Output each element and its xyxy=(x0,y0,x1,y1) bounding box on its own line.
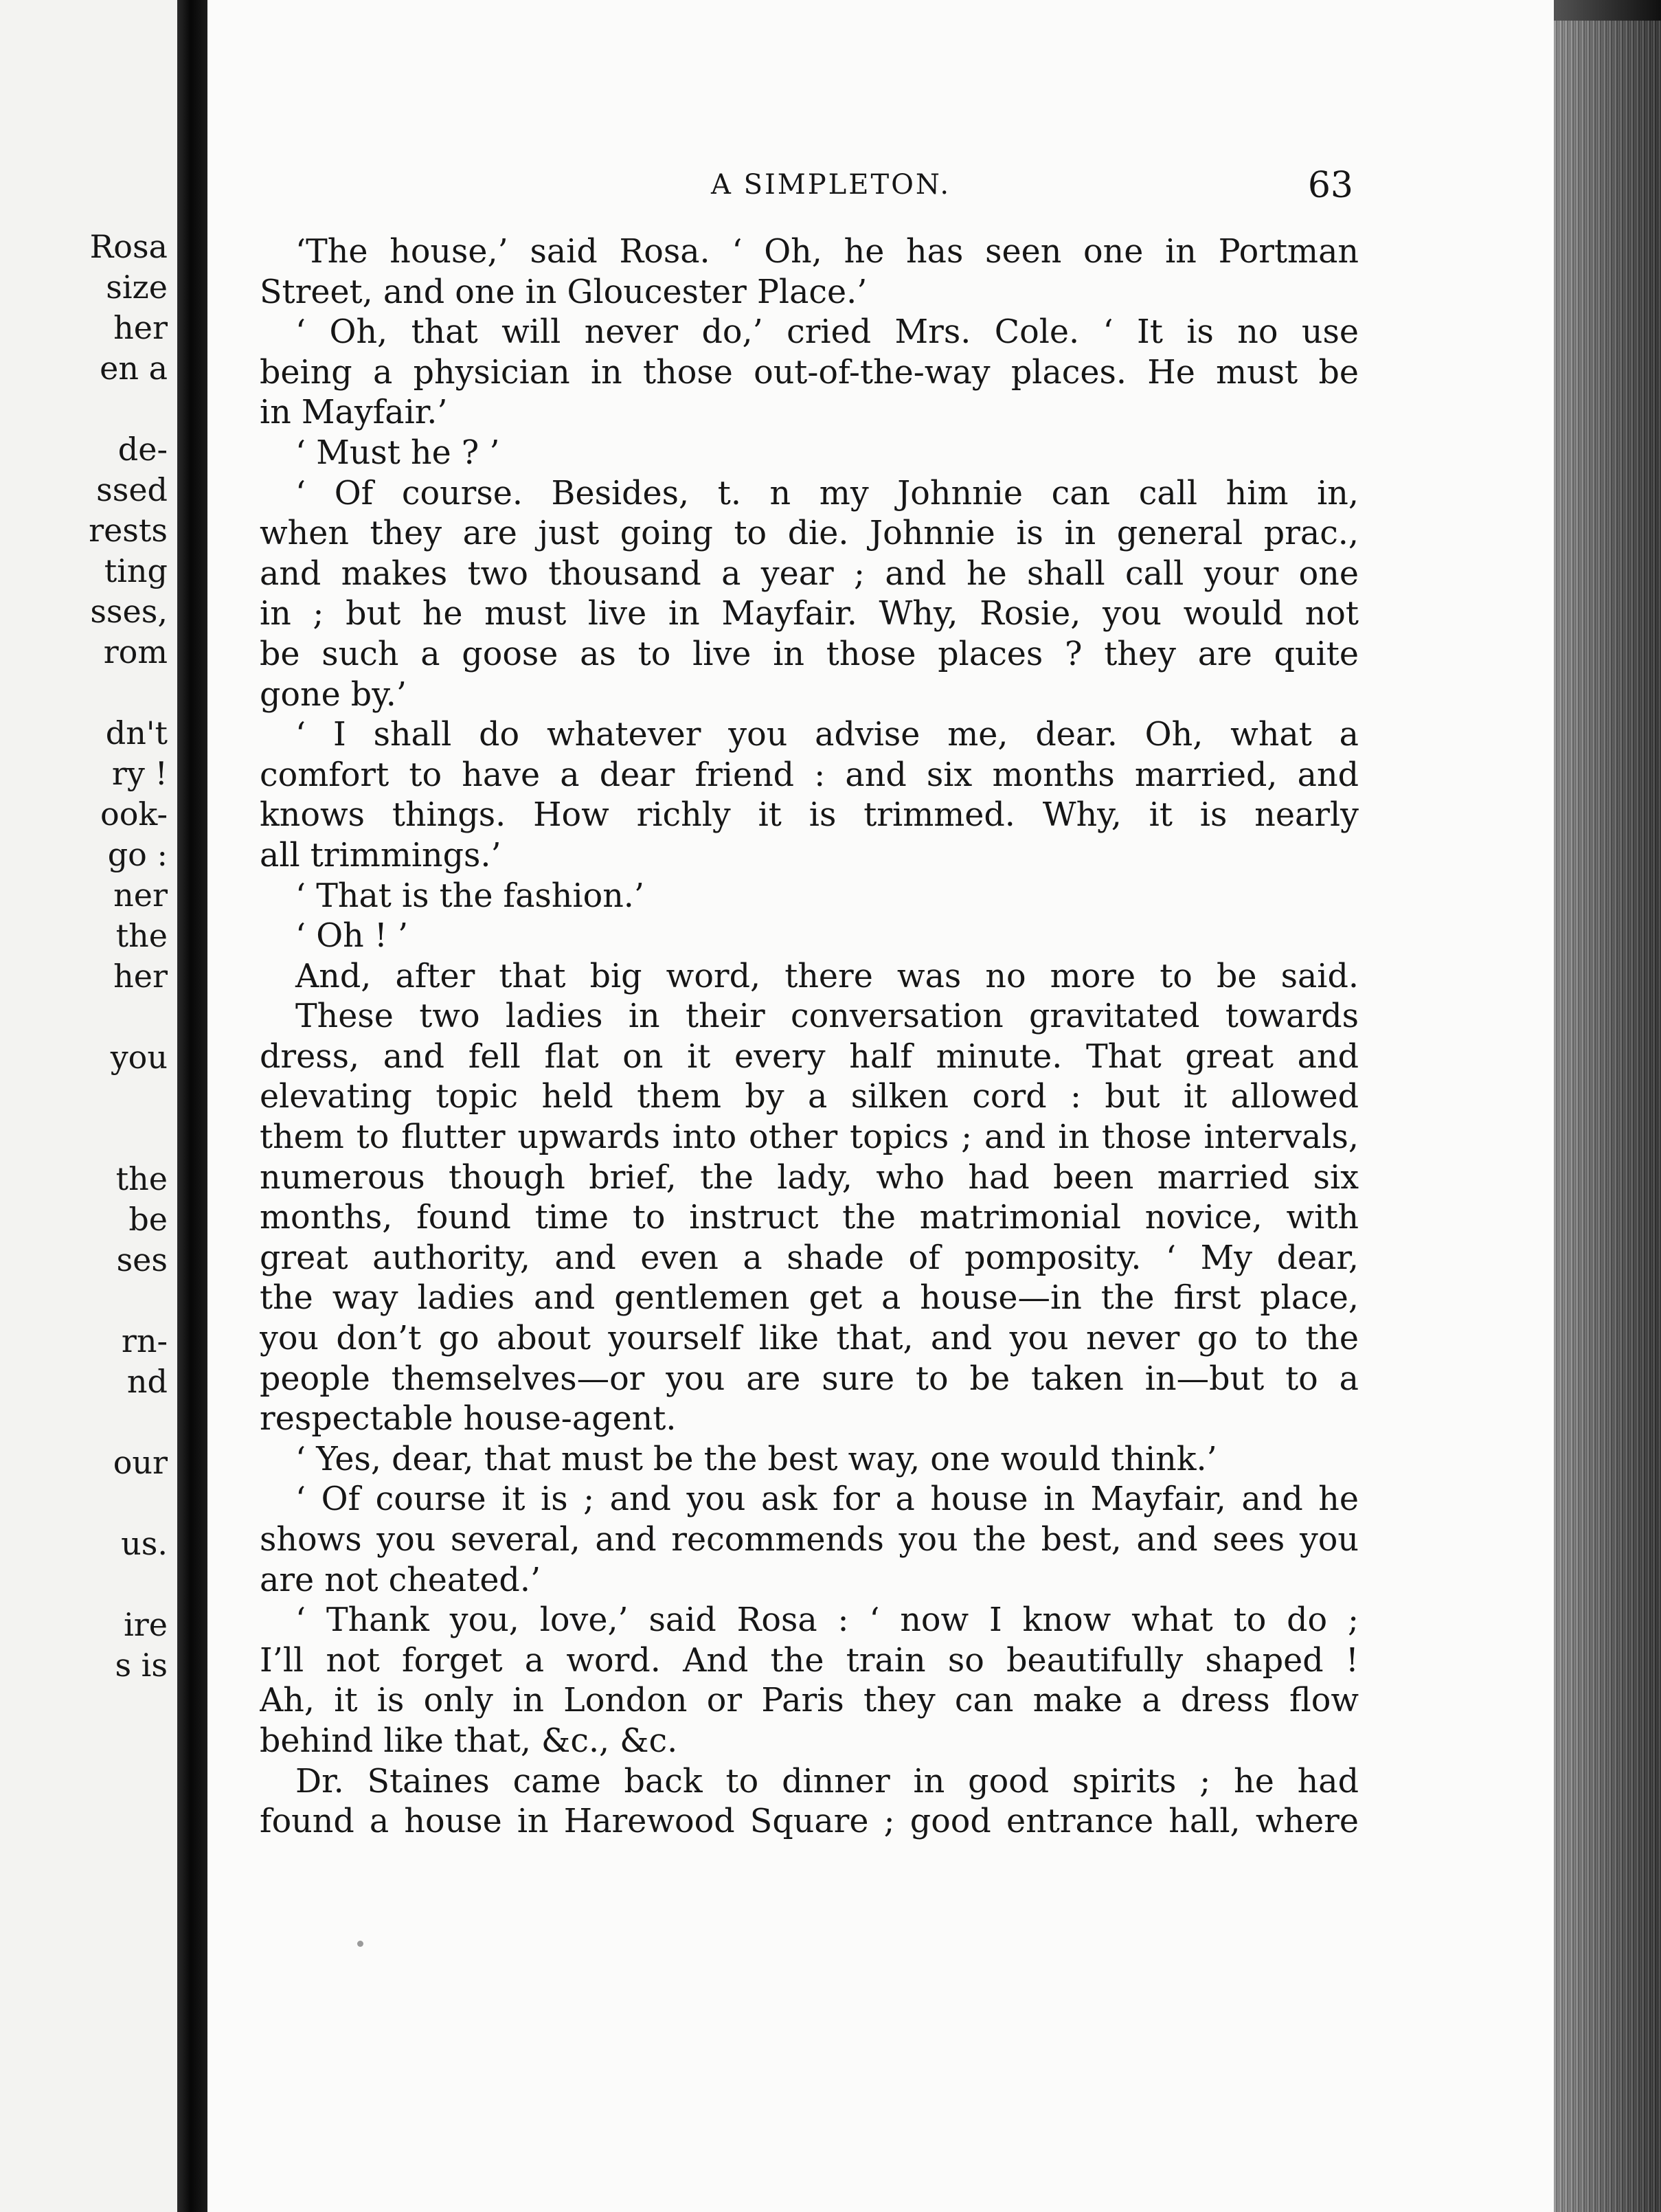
facing-page-line: nd xyxy=(126,1363,168,1400)
text-line: ‘ Of course it is ; and you ask for a house in Mayfair, and he xyxy=(295,1480,1359,1519)
facing-page-line: s is xyxy=(115,1647,168,1684)
text-line: ‘ Oh ! ’ xyxy=(295,917,409,956)
text-line: are not cheated.’ xyxy=(260,1561,541,1599)
facing-page-line: ssed xyxy=(96,471,168,508)
text-line: elevating topic held them by a silken cord : but it allowed xyxy=(260,1078,1359,1116)
facing-page-line xyxy=(0,1402,168,1443)
facing-page-line: sses, xyxy=(90,593,168,630)
facing-page-line: the xyxy=(115,1160,168,1197)
text-line: you don’t go about yourself like that, and you never go to the xyxy=(260,1320,1359,1358)
facing-page-line: us. xyxy=(121,1525,168,1562)
text-line: ‘ Thank you, love,’ said Rosa : ‘ now I know what to do ; xyxy=(295,1601,1359,1640)
text-line: and makes two thousand a year ; and he shall call your one xyxy=(260,554,1359,593)
text-line: I’ll not forget a word. And the train so beautifully shaped ! xyxy=(260,1641,1359,1680)
text-line: comfort to have a dear friend : and six months married, and xyxy=(260,756,1359,794)
text-line: ‘ Must he ? ’ xyxy=(295,433,500,472)
text-line: gone by.’ xyxy=(260,675,407,714)
text-line: These two ladies in their conversation gravitated towards xyxy=(295,997,1359,1036)
text-line: when they are just going to die. Johnnie is in general prac., xyxy=(260,515,1359,553)
body-text xyxy=(260,232,1359,1842)
text-line: And, after that big word, there was no more to be said. xyxy=(295,957,1359,995)
text-line: in Mayfair.’ xyxy=(260,394,448,432)
facing-page-line: rom xyxy=(103,633,168,670)
facing-page-line xyxy=(0,673,168,713)
facing-page-line xyxy=(0,1483,168,1524)
ink-speck xyxy=(357,1941,363,1947)
facing-page-line: Rosa xyxy=(89,228,168,265)
facing-page-line: her xyxy=(113,309,168,346)
text-line: ‘ I shall do whatever you advise me, dear. Oh, what a xyxy=(295,716,1359,754)
facing-page-line xyxy=(0,1280,168,1321)
text-line: being a physician in those out-of-the-way places. He must be xyxy=(260,353,1359,392)
facing-page-line: the xyxy=(115,917,168,954)
text-line: them to flutter upwards into other topics ; and in those intervals, xyxy=(260,1118,1359,1157)
facing-page-line: ting xyxy=(104,552,168,589)
facing-page-line: ire xyxy=(124,1606,168,1643)
text-line: Street, and one in Gloucester Place.’ xyxy=(260,273,868,311)
text-line: Dr. Staines came back to dinner in good spirits ; he had xyxy=(295,1762,1359,1801)
facing-page-line: ry ! xyxy=(111,755,168,792)
facing-page xyxy=(0,0,177,2212)
text-line: ‘ Yes, dear, that must be the best way, one would think.’ xyxy=(295,1440,1217,1478)
facing-page-line xyxy=(0,389,168,429)
facing-page-line: ses xyxy=(116,1241,168,1278)
text-line: ‘ That is the fashion.’ xyxy=(295,877,644,915)
book-gutter xyxy=(177,0,207,2212)
text-line: ‘The house,’ said Rosa. ‘ Oh, he has seen one in Portman xyxy=(295,233,1359,271)
text-line: found a house in Harewood Square ; good entrance hall, where xyxy=(260,1803,1359,1841)
text-line: numerous though brief, the lady, who had been married six xyxy=(260,1158,1359,1197)
text-line: the way ladies and gentlemen get a house—in the first place, xyxy=(260,1279,1359,1318)
text-line: knows things. How richly it is trimmed. Why, it is nearly xyxy=(260,796,1359,835)
text-line: in ; but he must live in Mayfair. Why, Rosie, you would not xyxy=(260,595,1359,633)
facing-page-line: rests xyxy=(89,512,168,549)
text-line: Ah, it is only in London or Paris they can make a dress flow xyxy=(260,1682,1359,1720)
text-line: people themselves—or you are sure to be taken in—but to a xyxy=(260,1359,1359,1398)
text-line: shows you several, and recommends you the best, and sees you xyxy=(260,1521,1359,1559)
facing-page-line: go : xyxy=(107,836,168,873)
text-line: dress, and fell flat on it every half minute. That great and xyxy=(260,1037,1359,1076)
facing-page-line: our xyxy=(113,1444,168,1481)
page-edges-shade xyxy=(1554,0,1661,2212)
facing-page-line: ner xyxy=(113,877,168,914)
facing-page-line xyxy=(0,997,168,1037)
facing-page-line: her xyxy=(113,958,168,995)
facing-page-line: rn- xyxy=(121,1322,168,1359)
text-line: months, found time to instruct the matrimonial novice, with xyxy=(260,1199,1359,1237)
text-line: respectable house-agent. xyxy=(260,1400,677,1438)
facing-page-line: de- xyxy=(117,431,168,468)
facing-page-line: ook- xyxy=(100,795,168,833)
text-line: behind like that, &c., &c. xyxy=(260,1722,678,1760)
text-line: ‘ Oh, that will never do,’ cried Mrs. Cole. ‘ It is no use xyxy=(295,313,1359,352)
text-line: great authority, and even a shade of pomposity. ‘ My dear, xyxy=(260,1239,1359,1277)
text-line: all trimmings.’ xyxy=(260,836,501,874)
running-header xyxy=(275,165,1353,213)
facing-page-line xyxy=(0,1118,168,1159)
page-number: 63 xyxy=(1307,165,1353,206)
running-title: A SIMPLETON. xyxy=(711,169,951,201)
facing-page-line: size xyxy=(106,269,168,306)
facing-page-text xyxy=(0,227,168,1686)
facing-page-line xyxy=(0,1078,168,1118)
text-line: ‘ Of course. Besides, t. n my Johnnie can call him in, xyxy=(295,474,1359,512)
facing-page-line: dn't xyxy=(105,714,168,752)
facing-page-line: be xyxy=(128,1201,168,1238)
facing-page-line xyxy=(0,1564,168,1605)
text-line: be such a goose as to live in those places ? they are quite xyxy=(260,635,1359,673)
facing-page-line: en a xyxy=(100,350,168,387)
facing-page-line: you xyxy=(110,1039,168,1076)
